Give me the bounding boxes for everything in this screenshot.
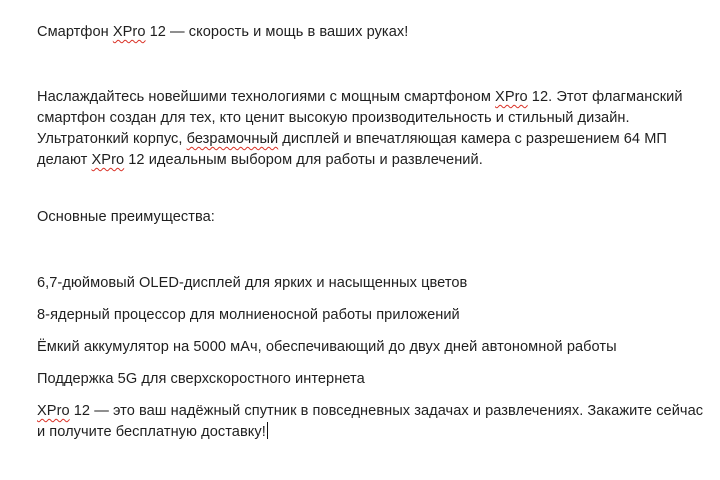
headline-prefix: Смартфон (37, 24, 113, 40)
benefit-item-processor[interactable]: 8-ядерный процессор для молниеносной работы приложений (37, 307, 460, 323)
benefits-heading[interactable]: Основные преимущества: (37, 209, 215, 225)
intro-part-1: Наслаждайтесь новейшими технологиями с мощным смартфоном (37, 89, 496, 105)
spellcheck-word-brand[interactable]: XPro (495, 89, 528, 105)
benefit-item-display[interactable]: 6,7-дюймовый OLED-дисплей для ярких и насыщенных цветов (37, 275, 468, 291)
text-cursor (267, 422, 268, 439)
headline-text: 12 — скорость и мощь в ваших руках! (145, 24, 409, 40)
intro-part-2: 12. Этот флагманский смартфон создан для тех, кто ценит высокую производительность и стильный дизайн. Ультратонкий корпус, (37, 89, 683, 147)
spellcheck-word-brand[interactable]: XPro (37, 403, 70, 419)
closing-text: 12 — это ваш надёжный спутник в повседневных задачах и развлечениях. Закажите сейчас и получите бесплатную доставку! (37, 403, 704, 440)
headline-paragraph[interactable] (37, 22, 408, 43)
spellcheck-word-brand[interactable]: XPro (112, 24, 146, 40)
intro-part-4: 12 идеальным выбором для работы и развлечений. (124, 152, 483, 168)
spellcheck-word-bezramochny[interactable]: безрамочный (186, 131, 279, 147)
closing-paragraph[interactable] (37, 401, 705, 443)
intro-paragraph[interactable] (37, 87, 705, 171)
benefit-item-5g[interactable]: Поддержка 5G для сверхскоростного интернета (37, 371, 365, 387)
intro-part-3: дисплей и впечатляющая камера с разрешением 64 МП делают (37, 131, 667, 168)
spellcheck-word-brand[interactable]: XPro (91, 152, 125, 168)
benefit-item-battery[interactable]: Ёмкий аккумулятор на 5000 мАч, обеспечивающий до двух дней автономной работы (37, 339, 617, 355)
